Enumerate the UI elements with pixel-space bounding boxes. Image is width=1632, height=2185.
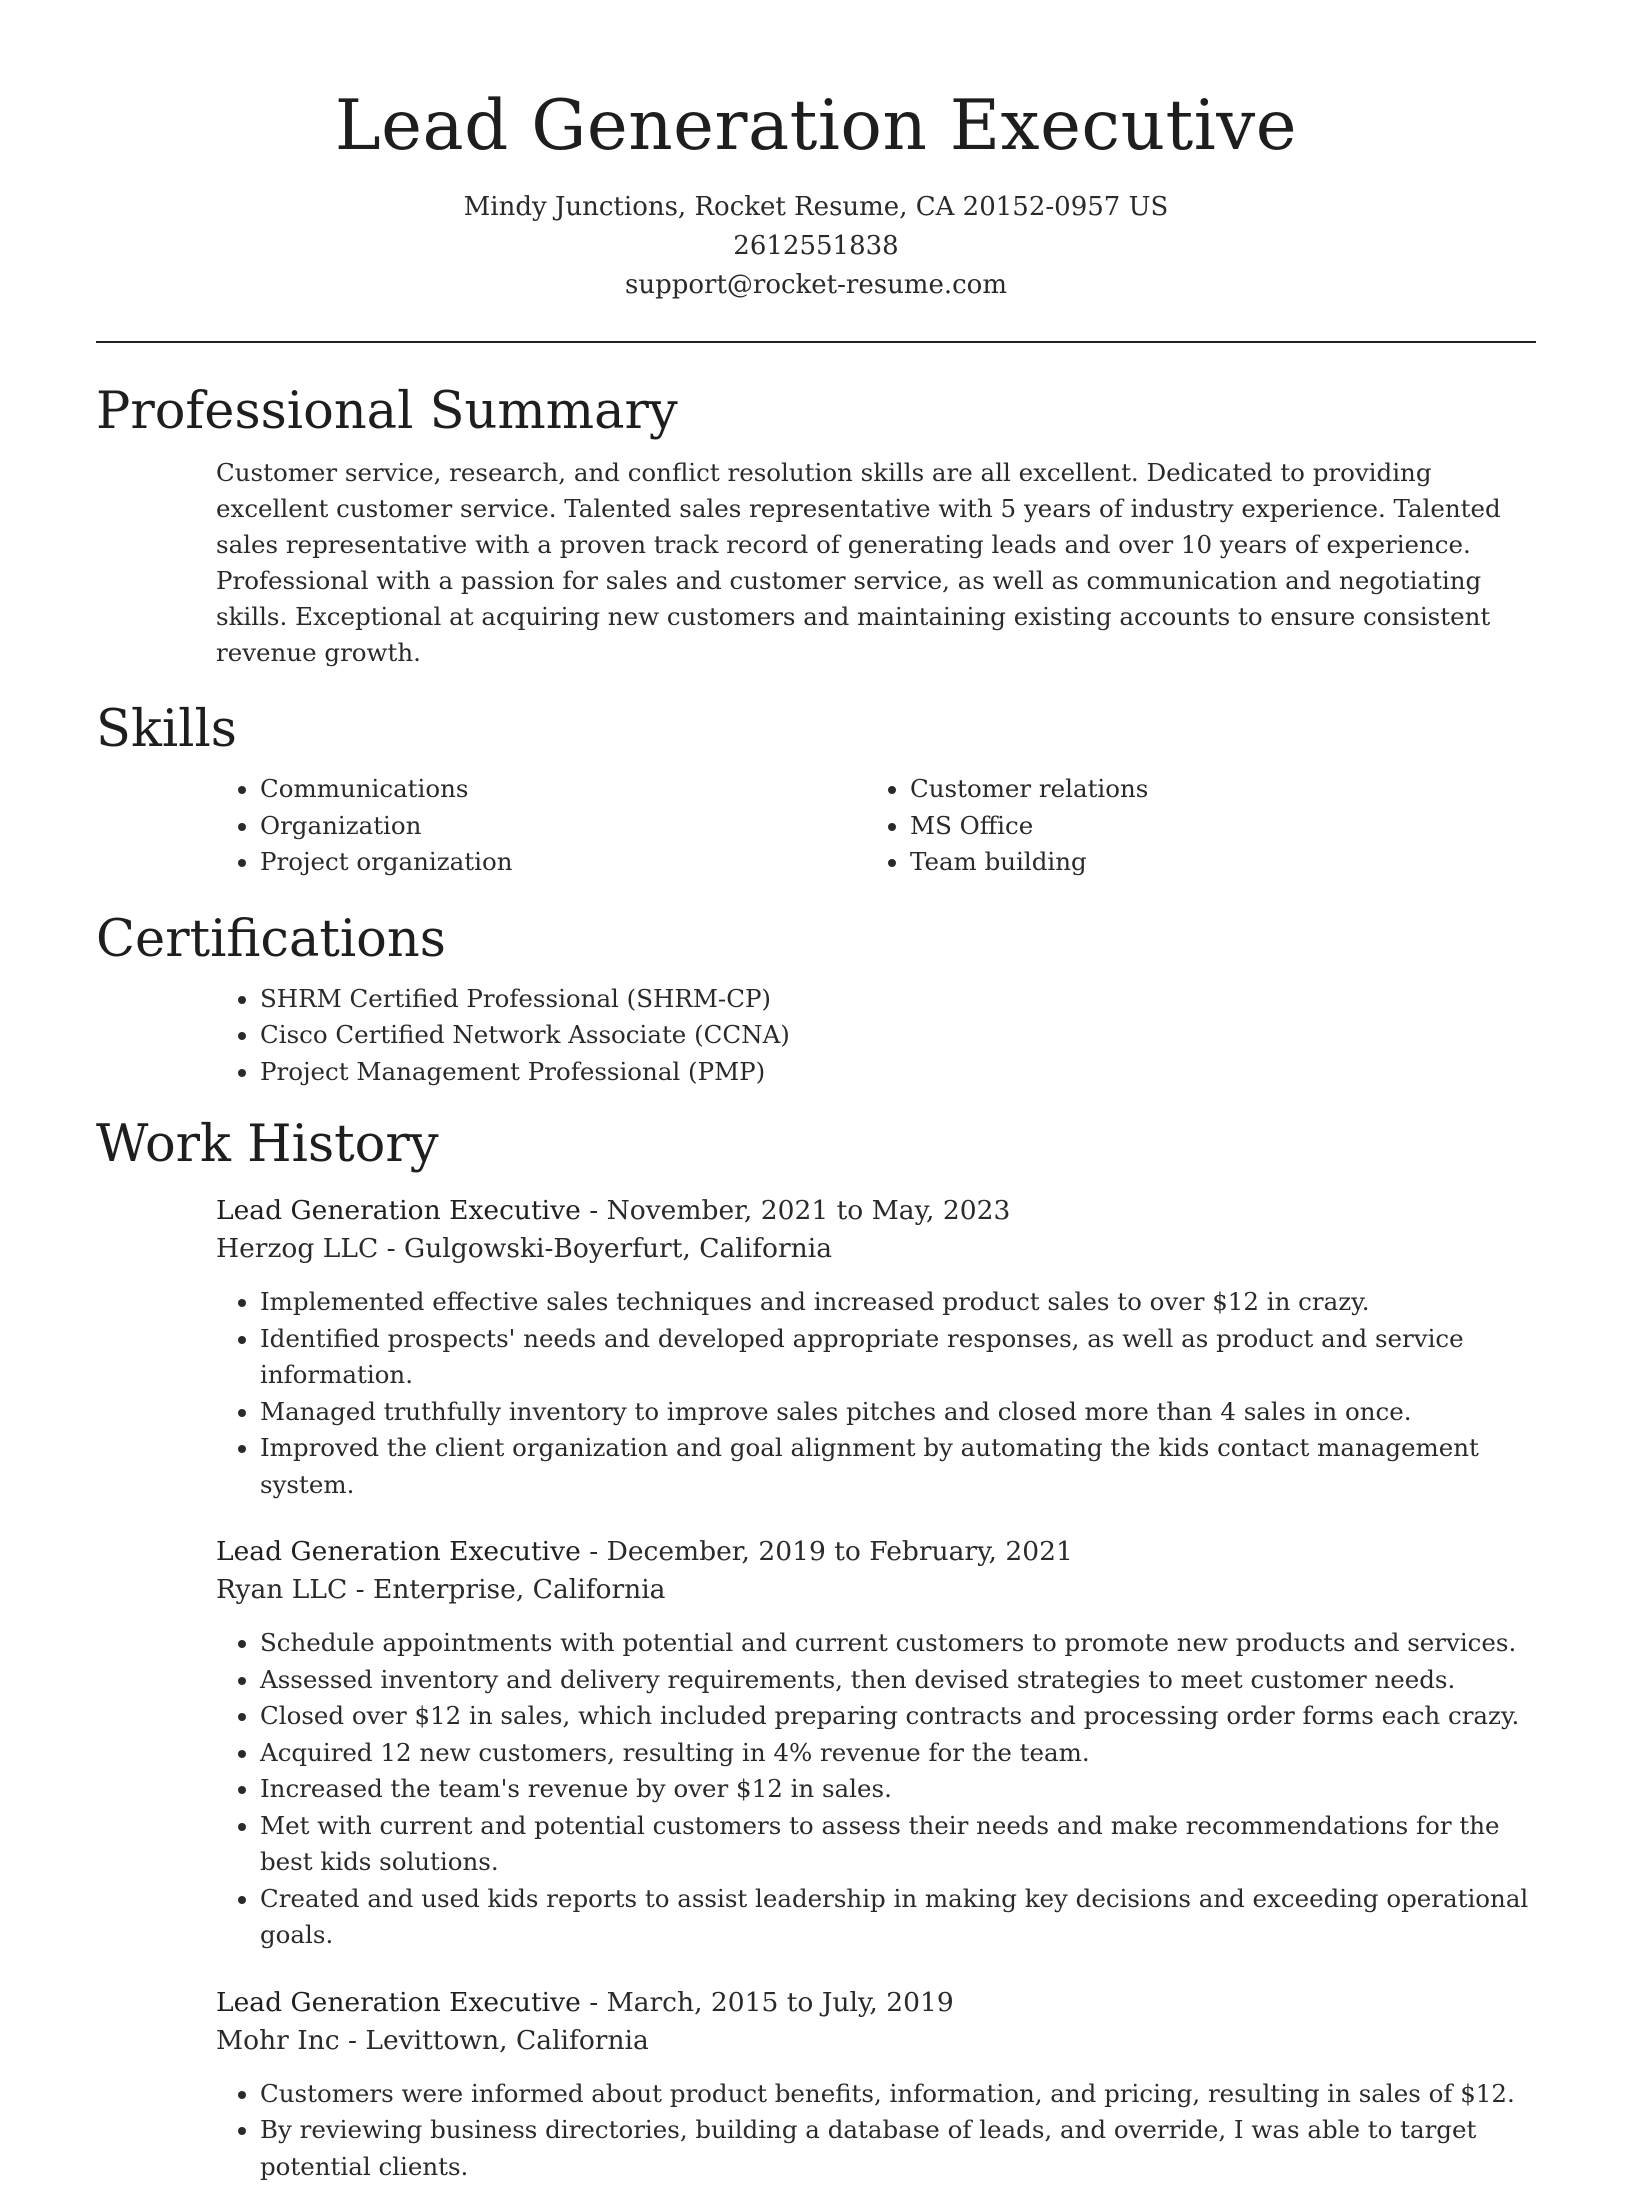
- contact-address: Mindy Junctions, Rocket Resume, CA 20152-0957 US: [96, 188, 1536, 227]
- certifications-section: [96, 909, 1536, 1091]
- certifications-list: [216, 981, 1536, 1091]
- skills-section: [96, 699, 1536, 881]
- job-bullet: • Implemented effective sales techniques and increased product sales to over $12 in crazy.: [260, 1284, 1536, 1321]
- skill-item: • Team building: [910, 844, 1516, 881]
- job-company: Herzog LLC - Gulgowski-Boyerfurt, California: [216, 1230, 1536, 1268]
- summary-heading: Professional Summary: [96, 381, 1536, 443]
- skills-column-left: [216, 771, 866, 881]
- job-entry: [96, 1192, 1536, 1503]
- job-title-line: [216, 1984, 1536, 2022]
- job-bullet: • Closed over $12 in sales, which included preparing contracts and processing order forms each crazy.: [260, 1698, 1536, 1735]
- skill-item: • Customer relations: [910, 771, 1516, 808]
- job-dates: - December, 2019 to February, 2021: [581, 1536, 1073, 1567]
- job-dates: - March, 2015 to July, 2019: [581, 1987, 954, 2018]
- job-company: Mohr Inc - Levittown, California: [216, 2022, 1536, 2060]
- certification-item: • Project Management Professional (PMP): [260, 1054, 1536, 1091]
- job-bullet: • Identified prospects' needs and developed appropriate responses, as well as product and service information.: [260, 1321, 1536, 1394]
- job-bullet: • Improved the client organization and goal alignment by automating the kids contact management system.: [260, 1430, 1536, 1503]
- certification-item: • SHRM Certified Professional (SHRM-CP): [260, 981, 1536, 1018]
- job-bullet: • By reviewing business directories, building a database of leads, and override, I was able to target potential clients.: [260, 2112, 1536, 2185]
- job-title: Lead Generation Executive: [216, 1987, 581, 2018]
- summary-text: Customer service, research, and conflict resolution skills are all excellent. Dedicated to providing excellent customer service. Talented sales representative with 5 years of industry experience. Talented sales representative with a proven track record of generating leads and over 10 years of experience. Professional with a passion for sales and customer service, as well as communication and negotiating skills. Exceptional at acquiring new customers and maintaining existing accounts to ensure consistent revenue growth.: [96, 455, 1536, 671]
- header-divider: [96, 341, 1536, 343]
- job-bullet: • Increased the team's revenue by over $12 in sales.: [260, 1771, 1536, 1808]
- resume-name: Lead Generation Executive: [96, 86, 1536, 166]
- job-title-line: [216, 1533, 1536, 1571]
- job-title: Lead Generation Executive: [216, 1195, 581, 1226]
- job-bullet: • Managed truthfully inventory to improve sales pitches and closed more than 4 sales in once.: [260, 1394, 1536, 1431]
- job-bullet: • Schedule appointments with potential and current customers to promote new products and services.: [260, 1625, 1536, 1662]
- job-bullet: • Acquired 12 new customers, resulting in 4% revenue for the team.: [260, 1735, 1536, 1772]
- skills-grid: [96, 771, 1536, 881]
- job-dates: - November, 2021 to May, 2023: [581, 1195, 1011, 1226]
- work-history-heading: Work History: [96, 1114, 1536, 1176]
- job-bullet: • Customers were informed about product benefits, information, and pricing, resulting in sales of $12.: [260, 2076, 1536, 2113]
- skill-item: • Communications: [260, 771, 866, 808]
- skill-item: • Organization: [260, 808, 866, 845]
- contact-email: support@rocket-resume.com: [96, 266, 1536, 305]
- contact-phone: 2612551838: [96, 227, 1536, 266]
- work-history-section: [96, 1114, 1536, 2185]
- job-title: Lead Generation Executive: [216, 1536, 581, 1567]
- summary-section: [96, 381, 1536, 671]
- job-bullets: [216, 2076, 1536, 2185]
- skills-heading: Skills: [96, 699, 1536, 761]
- job-bullet: • Assessed inventory and delivery requirements, then devised strategies to meet customer needs.: [260, 1662, 1536, 1699]
- contact-block: [96, 188, 1536, 305]
- skill-item: • MS Office: [910, 808, 1516, 845]
- job-bullet: • Created and used kids reports to assist leadership in making key decisions and exceeding operational goals.: [260, 1881, 1536, 1954]
- job-entry: [96, 1533, 1536, 1954]
- certifications-heading: Certifications: [96, 909, 1536, 971]
- job-bullets: [216, 1625, 1536, 1954]
- skills-column-right: [866, 771, 1516, 881]
- job-company: Ryan LLC - Enterprise, California: [216, 1571, 1536, 1609]
- job-bullets: [216, 1284, 1536, 1503]
- job-bullet: • Met with current and potential customers to assess their needs and make recommendations for the best kids solutions.: [260, 1808, 1536, 1881]
- job-title-line: [216, 1192, 1536, 1230]
- resume-header: [96, 0, 1536, 343]
- certification-item: • Cisco Certified Network Associate (CCNA): [260, 1017, 1536, 1054]
- job-entry: [96, 1984, 1536, 2185]
- skill-item: • Project organization: [260, 844, 866, 881]
